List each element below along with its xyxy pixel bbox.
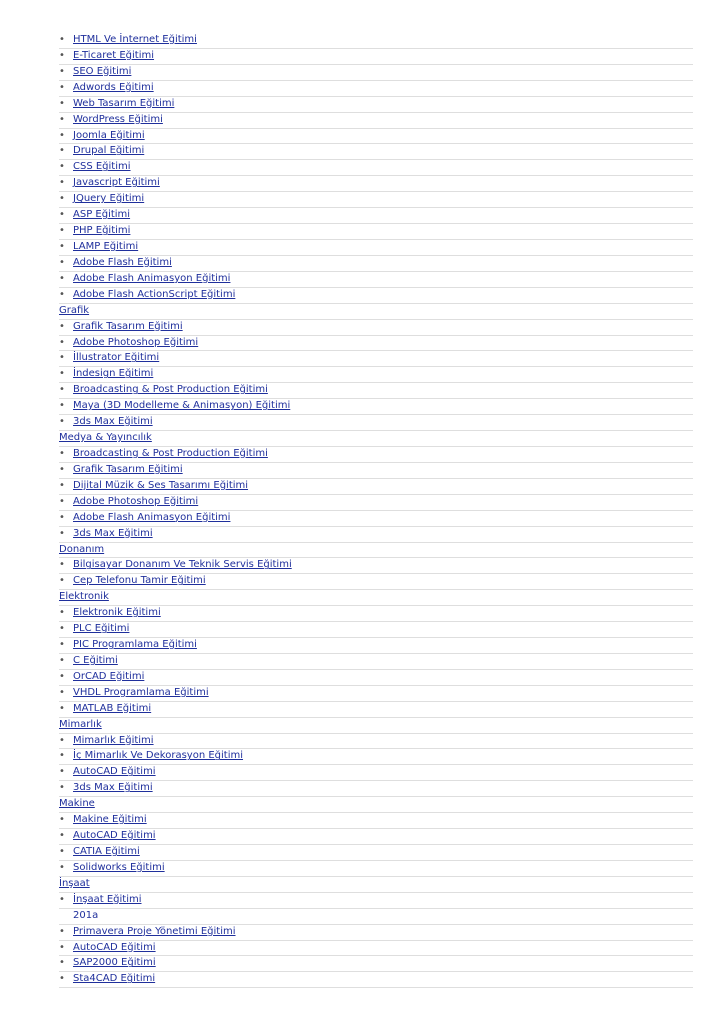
list-item	[59, 224, 693, 240]
bullet-icon: •	[59, 320, 65, 332]
bullet-icon: •	[59, 670, 65, 682]
bullet-icon: •	[59, 113, 65, 125]
list-item	[59, 829, 693, 845]
category-row	[59, 431, 693, 447]
course-link[interactable]: Sta4CAD Eğitimi	[73, 973, 156, 985]
course-link[interactable]: C Eğitimi	[73, 654, 118, 666]
course-link[interactable]: ASP Eğitimi	[73, 209, 131, 221]
bullet-icon: •	[59, 607, 65, 619]
list-item	[59, 941, 693, 957]
course-link[interactable]: MATLAB Eğitimi	[73, 702, 152, 714]
course-link[interactable]: E-Ticaret Eğitimi	[73, 49, 155, 61]
course-link[interactable]: AutoCAD Eğitimi	[73, 830, 156, 842]
course-link[interactable]: OrCAD Eğitimi	[73, 670, 145, 682]
course-list	[59, 33, 693, 988]
list-item	[59, 813, 693, 829]
list-item	[59, 622, 693, 638]
course-link[interactable]: AutoCAD Eğitimi	[73, 941, 156, 953]
course-link[interactable]: Adobe Photoshop Eğitimi	[73, 495, 199, 507]
course-link[interactable]: PLC Eğitimi	[73, 623, 130, 635]
category-link[interactable]: İnşaat	[59, 877, 90, 889]
bullet-icon: •	[59, 225, 65, 237]
course-link[interactable]: Web Tasarım Eğitimi	[73, 97, 175, 109]
category-row	[59, 590, 693, 606]
course-link[interactable]: Broadcasting & Post Production Eğitimi	[73, 447, 268, 459]
bullet-icon: •	[59, 575, 65, 587]
course-link[interactable]: Javascript Eğitimi	[73, 177, 160, 189]
list-item	[59, 65, 693, 81]
bullet-icon: •	[59, 97, 65, 109]
bullet-icon: •	[59, 654, 65, 666]
bullet-icon: •	[59, 639, 65, 651]
bullet-icon: •	[59, 65, 65, 77]
bullet-icon: •	[59, 893, 65, 905]
list-item	[59, 972, 693, 988]
bullet-icon: •	[59, 702, 65, 714]
course-link[interactable]: Adobe Flash Animasyon Eğitimi	[73, 272, 231, 284]
bullet-icon: •	[59, 941, 65, 953]
list-item	[59, 160, 693, 176]
category-link[interactable]: Donanım	[59, 543, 105, 555]
course-link[interactable]: İndesign Eğitimi	[73, 368, 154, 380]
course-link[interactable]: Solidworks Eğitimi	[73, 861, 165, 873]
list-item	[59, 81, 693, 97]
course-link[interactable]: Primavera Proje Yönetimi Eğitimi	[73, 925, 236, 937]
list-item	[59, 956, 693, 972]
list-item	[59, 734, 693, 750]
bullet-icon: •	[59, 145, 65, 157]
bullet-icon: •	[59, 384, 65, 396]
category-link[interactable]: Medya & Yayıncılık	[59, 432, 152, 444]
course-link[interactable]: Adwords Eğitimi	[73, 81, 154, 93]
bullet-icon: •	[59, 161, 65, 173]
course-link[interactable]: SAP2000 Eğitimi	[73, 957, 156, 969]
plain-text: 201a	[73, 909, 99, 921]
plain-row	[59, 909, 693, 925]
bullet-icon: •	[59, 352, 65, 364]
course-link[interactable]: Grafik Tasarım Eğitimi	[73, 320, 183, 332]
category-link[interactable]: Makine	[59, 798, 95, 810]
bullet-icon: •	[59, 49, 65, 61]
list-item	[59, 33, 693, 49]
bullet-icon: •	[59, 240, 65, 252]
course-link[interactable]: Cep Telefonu Tamir Eğitimi	[73, 575, 206, 587]
list-item	[59, 240, 693, 256]
bullet-icon: •	[59, 861, 65, 873]
course-link[interactable]: 3ds Max Eğitimi	[73, 416, 153, 428]
bullet-icon: •	[59, 559, 65, 571]
course-link[interactable]: Adobe Photoshop Eğitimi	[73, 336, 199, 348]
list-item	[59, 367, 693, 383]
bullet-icon: •	[59, 193, 65, 205]
course-link[interactable]: İç Mimarlık Ve Dekorasyon Eğitimi	[73, 750, 244, 762]
course-link[interactable]: 3ds Max Eğitimi	[73, 782, 153, 794]
list-item	[59, 97, 693, 113]
list-item	[59, 558, 693, 574]
course-link[interactable]: HTML Ve İnternet Eğitimi	[73, 34, 197, 45]
category-row	[59, 877, 693, 893]
course-link[interactable]: 3ds Max Eğitimi	[73, 527, 153, 539]
list-item	[59, 702, 693, 718]
bullet-icon: •	[59, 368, 65, 380]
list-item	[59, 113, 693, 129]
course-link[interactable]: Drupal Eğitimi	[73, 145, 145, 157]
list-item	[59, 654, 693, 670]
list-item	[59, 511, 693, 527]
bullet-icon: •	[59, 527, 65, 539]
list-item	[59, 845, 693, 861]
bullet-icon: •	[59, 686, 65, 698]
bullet-icon: •	[59, 288, 65, 300]
bullet-icon: •	[59, 81, 65, 93]
category-row	[59, 304, 693, 320]
course-link[interactable]: Joomla Eğitimi	[73, 129, 145, 141]
course-link[interactable]: JQuery Eğitimi	[73, 193, 145, 205]
course-link[interactable]: Elektronik Eğitimi	[73, 607, 161, 619]
course-link[interactable]: İllustrator Eğitimi	[73, 352, 160, 364]
list-item	[59, 781, 693, 797]
bullet-icon: •	[59, 782, 65, 794]
course-link[interactable]: Adobe Flash ActionScript Eğitimi	[73, 288, 236, 300]
bullet-icon: •	[59, 479, 65, 491]
list-item	[59, 288, 693, 304]
category-row	[59, 797, 693, 813]
list-item	[59, 447, 693, 463]
list-item	[59, 320, 693, 336]
list-item	[59, 144, 693, 160]
list-item	[59, 463, 693, 479]
list-item	[59, 351, 693, 367]
list-item	[59, 861, 693, 877]
bullet-icon: •	[59, 209, 65, 221]
bullet-icon: •	[59, 416, 65, 428]
bullet-icon: •	[59, 336, 65, 348]
bullet-icon: •	[59, 957, 65, 969]
list-item	[59, 638, 693, 654]
bullet-icon: •	[59, 495, 65, 507]
list-item	[59, 606, 693, 622]
bullet-icon: •	[59, 814, 65, 826]
list-item	[59, 272, 693, 288]
bullet-icon: •	[59, 734, 65, 746]
list-item	[59, 336, 693, 352]
bullet-icon: •	[59, 623, 65, 635]
category-link[interactable]: Grafik	[59, 304, 90, 316]
category-row	[59, 543, 693, 559]
list-item	[59, 208, 693, 224]
course-link[interactable]: PIC Programlama Eğitimi	[73, 639, 197, 651]
list-item	[59, 176, 693, 192]
list-item	[59, 574, 693, 590]
list-item	[59, 49, 693, 65]
category-row	[59, 718, 693, 734]
category-link[interactable]: Mimarlık	[59, 718, 102, 730]
course-link[interactable]: CATIA Eğitimi	[73, 846, 140, 858]
list-item	[59, 479, 693, 495]
bullet-icon: •	[59, 511, 65, 523]
list-item	[59, 383, 693, 399]
course-link[interactable]: PHP Eğitimi	[73, 225, 131, 237]
bullet-icon: •	[59, 272, 65, 284]
bullet-icon: •	[59, 177, 65, 189]
list-item	[59, 749, 693, 765]
bullet-icon: •	[59, 750, 65, 762]
course-link[interactable]: Dijital Müzik & Ses Tasarımı Eğitimi	[73, 479, 249, 491]
list-item	[59, 527, 693, 543]
bullet-icon: •	[59, 973, 65, 985]
course-link[interactable]: Grafik Tasarım Eğitimi	[73, 463, 183, 475]
bullet-icon: •	[59, 463, 65, 475]
bullet-icon: •	[59, 129, 65, 141]
bullet-icon: •	[59, 766, 65, 778]
course-link[interactable]: LAMP Eğitimi	[73, 240, 139, 252]
list-item	[59, 765, 693, 781]
course-link[interactable]: Bilgisayar Donanım Ve Teknik Servis Eğitimi	[73, 559, 292, 571]
course-link[interactable]: CSS Eğitimi	[73, 161, 131, 173]
list-item	[59, 495, 693, 511]
list-item	[59, 192, 693, 208]
list-item	[59, 893, 693, 909]
list-item	[59, 129, 693, 145]
bullet-icon: •	[59, 447, 65, 459]
course-link[interactable]: VHDL Programlama Eğitimi	[73, 686, 209, 698]
course-link[interactable]: Maya (3D Modelleme & Animasyon) Eğitimi	[73, 400, 291, 412]
course-link[interactable]: Adobe Flash Eğitimi	[73, 256, 172, 268]
category-link[interactable]: Elektronik	[59, 591, 109, 603]
list-item	[59, 415, 693, 431]
course-link[interactable]: Makine Eğitimi	[73, 814, 147, 826]
bullet-icon: •	[59, 256, 65, 268]
list-item	[59, 670, 693, 686]
course-link[interactable]: Mimarlık Eğitimi	[73, 734, 154, 746]
bullet-icon: •	[59, 830, 65, 842]
course-link[interactable]: AutoCAD Eğitimi	[73, 766, 156, 778]
bullet-icon: •	[59, 846, 65, 858]
course-link[interactable]: İnşaat Eğitimi	[73, 893, 142, 905]
course-link[interactable]: WordPress Eğitimi	[73, 113, 163, 125]
course-link[interactable]: SEO Eğitimi	[73, 65, 132, 77]
course-link[interactable]: Broadcasting & Post Production Eğitimi	[73, 384, 268, 396]
list-item	[59, 399, 693, 415]
list-item	[59, 686, 693, 702]
list-item	[59, 256, 693, 272]
list-item	[59, 925, 693, 941]
bullet-icon: •	[59, 400, 65, 412]
bullet-icon: •	[59, 925, 65, 937]
course-link[interactable]: Adobe Flash Animasyon Eğitimi	[73, 511, 231, 523]
bullet-icon: •	[59, 34, 65, 45]
